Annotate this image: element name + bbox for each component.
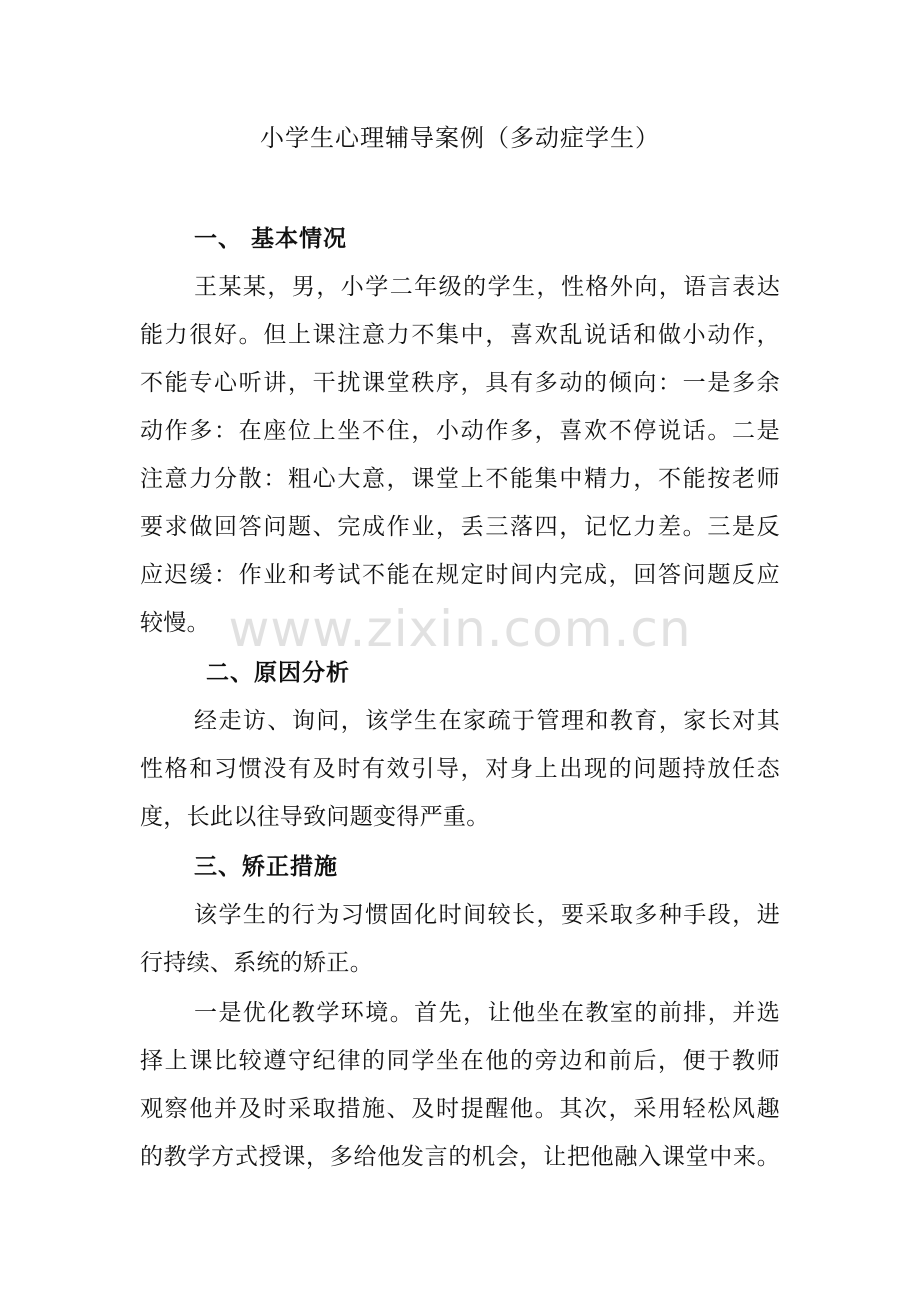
paragraph-line: 一是优化教学环境。首先，让他坐在教室的前排，并选 xyxy=(194,1000,780,1026)
paragraph-line: 择上课比较遵守纪律的同学坐在他的旁边和前后，便于教师 xyxy=(140,1048,780,1074)
paragraph-line: 该学生的行为习惯固化时间较长，要采取多种手段，进 xyxy=(194,902,780,928)
section-heading-correction-measures: 三、矫正措施 xyxy=(194,854,338,880)
paragraph-line: 行持续、系统的矫正。 xyxy=(140,950,373,976)
paragraph-line: 能力很好。但上课注意力不集中，喜欢乱说话和做小动作， xyxy=(140,322,780,348)
paragraph-line: 注意力分散：粗心大意，课堂上不能集中精力，不能按老师 xyxy=(140,466,780,492)
paragraph-line: 要求做回答问题、完成作业，丢三落四，记忆力差。三是反 xyxy=(140,514,780,540)
watermark: www.zixin.com.cn xyxy=(228,600,692,658)
paragraph-line: 观察他并及时采取措施、及时提醒他。其次，采用轻松风趣 xyxy=(140,1096,780,1122)
page-title: 小学生心理辅导案例（多动症学生） xyxy=(260,124,660,152)
paragraph-line: 性格和习惯没有及时有效引导，对身上出现的问题持放任态 xyxy=(140,756,780,782)
section-heading-basic-info: 一、 基本情况 xyxy=(194,226,348,252)
paragraph-line: 王某某，男，小学二年级的学生，性格外向，语言表达 xyxy=(194,274,780,300)
paragraph-line: 经走访、询问，该学生在家疏于管理和教育，家长对其 xyxy=(194,708,780,734)
paragraph-line: 的教学方式授课，多给他发言的机会，让把他融入课堂中来。 xyxy=(140,1144,780,1170)
section-heading-cause-analysis: 二、原因分析 xyxy=(206,660,350,686)
paragraph-line: 较慢。 xyxy=(140,610,210,636)
paragraph-line: 动作多：在座位上坐不住，小动作多，喜欢不停说话。二是 xyxy=(140,418,780,444)
paragraph-line: 度，长此以往导致问题变得严重。 xyxy=(140,804,490,830)
paragraph-line: 不能专心听讲，干扰课堂秩序，具有多动的倾向：一是多余 xyxy=(140,370,780,396)
paragraph-line: 应迟缓：作业和考试不能在规定时间内完成，回答问题反应 xyxy=(140,562,780,588)
